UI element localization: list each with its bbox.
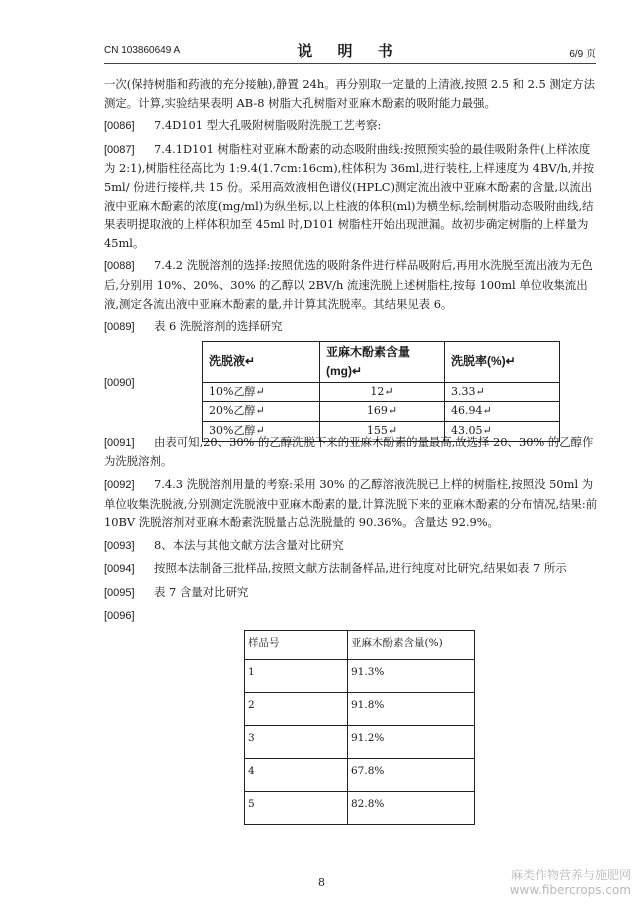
paragraph-0087 xyxy=(104,140,600,253)
table-cell: 2 xyxy=(245,693,348,726)
table-cell: 1 xyxy=(245,660,348,693)
table-row xyxy=(245,792,475,825)
paragraph-text: 7.4D101 型大孔吸附树脂吸附洗脱工艺考察: xyxy=(154,118,382,133)
table-cell: 3.33↵ xyxy=(445,382,560,402)
table-cell: 91.3% xyxy=(348,660,475,693)
table6 xyxy=(202,341,560,442)
paragraph-text: 8、本法与其他文献方法含量对比研究 xyxy=(154,537,344,552)
paragraph-0092 xyxy=(104,475,600,532)
paragraph-tag: [0089] xyxy=(104,321,135,334)
paragraph-0091 xyxy=(104,433,600,471)
table-row xyxy=(203,382,560,402)
paragraph-text: 7.4.2 洗脱溶剂的选择:按照优选的吸附条件进行样品吸附后,再用水洗脱至流出液为无色后,分别用 10%、20%、30% 的乙醇以 2BV/h 流速洗脱上述树脂柱,按每 100ml 单位收集流出液,测定各流出液中亚麻木酚素的量,并计算其洗脱率。其结果见表 6。 xyxy=(104,258,593,311)
table-cell: 5 xyxy=(245,792,348,825)
table6-block xyxy=(104,341,600,437)
document-body xyxy=(104,75,600,822)
table-cell: 43.05↵ xyxy=(445,421,560,441)
paragraph-text: 由表可知,20、30% 的乙醇洗脱下来的亚麻木酚素的量最高,故选择 20、30% 的乙醇作为洗脱溶剂。 xyxy=(104,434,594,469)
paragraph-tag: [0091] xyxy=(104,436,135,449)
paragraph-tag: [0093] xyxy=(104,539,135,552)
table-cell: 67.8% xyxy=(348,759,475,792)
paragraph-text: 按照本法制备三批样品,按照文献方法制备样品,进行纯度对比研究,结果如表 7 所示 xyxy=(154,561,567,576)
header-cell: 洗脱液↵ xyxy=(203,341,320,382)
table-cell: 46.94↵ xyxy=(445,402,560,422)
table-cell: 91.8% xyxy=(348,693,475,726)
paragraph-tag: [0096] xyxy=(104,610,135,623)
paragraph-tag: [0095] xyxy=(104,586,135,599)
paragraph-tag: [0094] xyxy=(104,563,135,576)
header-rule xyxy=(104,63,596,64)
site-watermark xyxy=(510,868,631,898)
patent-number: CN 103860649 A xyxy=(104,45,181,56)
table-cell: 12↵ xyxy=(320,382,445,402)
table-cell: 3 xyxy=(245,726,348,759)
table-caption: 表 6 洗脱溶剂的选择研究 xyxy=(154,319,283,334)
paragraph-tag: [0090] xyxy=(104,376,135,389)
table-cell: 155↵ xyxy=(320,421,445,441)
page-number: 8 xyxy=(318,876,325,889)
paragraph-0086 xyxy=(104,116,600,136)
table-cell: 82.8% xyxy=(348,792,475,825)
paragraph-continued: 一次(保持树脂和药液的充分接触),静置 24h。再分别取一定量的上清液,按照 2.5 和 2.5 测定方法测定。计算,实验结果表明 AB-8 树脂大孔树脂对亚麻木酚素的吸附能力最强。 xyxy=(104,77,595,110)
table-cell: 4 xyxy=(245,759,348,792)
paragraph-text: 7.4.3 洗脱溶剂用量的考察:采用 30% 的乙醇溶液洗脱已上样的树脂柱,按照没 50ml 为单位收集洗脱液,分别测定洗脱液中亚麻木酚素的量,计算洗脱下来的亚麻木酚素的分布情况,结果:前 10BV 洗脱溶剂对亚麻木酚素洗脱量占总洗脱量的 90.36%。含量达 92.9%。 xyxy=(104,476,598,530)
table-caption: 表 7 含量对比研究 xyxy=(154,584,249,599)
header-cell: 亚麻木酚素含量(mg)↵ xyxy=(320,341,445,382)
table-row xyxy=(245,660,475,693)
watermark-line: www.fibercrops.com xyxy=(509,883,631,897)
paragraph-0096 xyxy=(104,606,600,626)
watermark-line: 麻类作物营养与施肥网 xyxy=(510,868,631,882)
table-header-row xyxy=(245,631,475,660)
table-header-row xyxy=(203,341,560,382)
table7-block xyxy=(104,630,600,822)
document-title: 说 明 书 xyxy=(297,42,403,60)
table-cell: 20%乙醇↵ xyxy=(203,402,320,422)
table-cell: 30%乙醇↵ xyxy=(203,421,320,441)
table-row xyxy=(245,759,475,792)
table-cell: 169↵ xyxy=(320,402,445,422)
paragraph-0094 xyxy=(104,559,600,579)
table-row xyxy=(203,402,560,422)
paragraph-text: 7.4.1D101 树脂柱对亚麻木酚素的动态吸附曲线:按照预实验的最佳吸附条件(上样浓度为 2:1),树脂柱径高比为 1:9.4(1.7cm:16cm),柱体积为 36ml,进行装柱,上样速度为 4BV/h,并按 5ml/ 份进行接样,共 15 份。采用高效液相色谱仪(HPLC)测定流出液中亚麻木酚素的含量,以流出液中亚麻木酚素的浓度(mg/ml)为纵坐标,以上柱液的体积(ml)为横坐标,绘制树脂动态吸附曲线,结果表明提取液的上样体积加至 45ml 时,D101 树脂柱开始出现泄漏。故初步确定树脂的上样量为 45ml。 xyxy=(104,141,595,250)
paragraph-tag: [0087] xyxy=(104,143,135,156)
header-cell: 亚麻木酚素含量(%) xyxy=(348,631,475,660)
paragraph-0095 xyxy=(104,583,600,603)
table-cell: 91.2% xyxy=(348,726,475,759)
paragraph-0088 xyxy=(104,256,600,313)
page-header xyxy=(104,40,596,62)
header-cell: 样品号 xyxy=(245,631,348,660)
table-row xyxy=(245,726,475,759)
table-cell: 10%乙醇↵ xyxy=(203,382,320,402)
paragraph-0089 xyxy=(104,317,600,337)
header-cell: 洗脱率(%)↵ xyxy=(445,341,560,382)
paragraph-tag: [0092] xyxy=(104,478,135,491)
table7 xyxy=(244,630,475,825)
paragraph-0093 xyxy=(104,536,600,556)
page-indicator: 6/9 页 xyxy=(569,49,596,60)
paragraph-tag: [0088] xyxy=(104,260,135,273)
paragraph-tag: [0086] xyxy=(104,120,135,133)
table-row xyxy=(245,693,475,726)
